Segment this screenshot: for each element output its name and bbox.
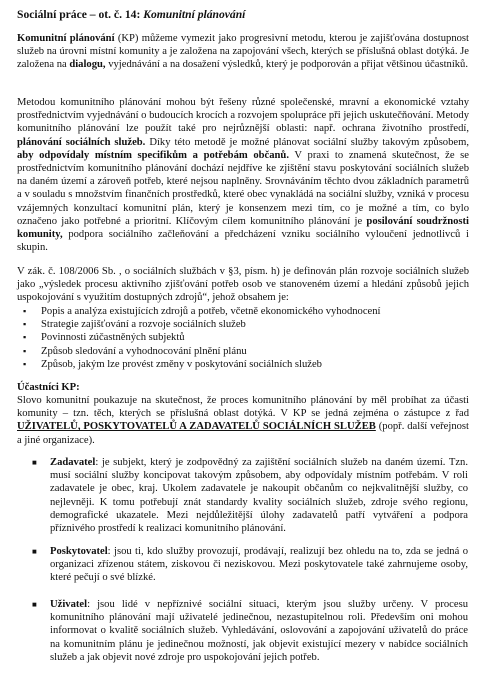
role-text: : jsou ti, kdo služby provozují, prodávají, realizují bez ohledu na to, zda se jedná o organizaci zřízenou státem, ziskovou či neziskovou. Mezi poskytovatele také zahrnujeme osoby, které pečují o své blízké. (50, 546, 468, 584)
term-soudrznost: posilování soudržnosti komunity, (17, 215, 469, 241)
title-prefix: Sociální práce – ot. č. 14: (17, 8, 141, 21)
roles-list (28, 545, 468, 585)
intro-paragraph (17, 32, 469, 72)
participants-paragraph (17, 394, 469, 447)
participants-text-end: (popř. další veřejnost a jiné organizace). (17, 421, 469, 446)
role-name: Zadavatel (50, 457, 96, 468)
method-text-1: Metodou komunitního plánování mohou být řešeny různé společenské, mravní a ekonomické vztahy prostřednictvím vyjednávání o budoucích krocích a rozvojem spolupráce při jejich uskutečňování. Metody komunitního plánování lze použít také pro nejrůznější oblasti: např. ochrana životního prostředí, (17, 97, 469, 135)
term-planovani-socialnich-sluzeb: plánování sociálních služeb. (17, 136, 146, 148)
participants-emphasis: UŽIVATELŮ, POSKYTOVATELŮ A ZADAVATELŮ SOCIÁLNÍCH SLUŽEB (17, 421, 376, 433)
title-topic: Komunitní plánování (143, 8, 246, 21)
intro-text: (KP) můžeme vymezit jako progresivní metodu, kterou je zajišťována dostupnost služeb na úrovni místní komunity a je založena na zapojování všech, kterých se příslušná oblast dotýká. Je založena na (17, 33, 469, 71)
role-name: Poskytovatel (50, 546, 108, 557)
roles-list (28, 598, 468, 664)
role-text: : je subjekt, který je zodpovědný za zajištění sociálních služeb na daném území. Tzn. musí sociální služby koncipovat takovým způsobem, aby odpovídaly místním potřebám. V roli zadavatele je obec, kraj. Ukolem zadavatele je nakoupit občanům co nejkvalitnější služby, co nejlevněji. K tomu potřebují znát standardy kvality sociálních služeb, zdroje svého regionu, demografické ukazatele. Mezi nejdůležitější úlohy zadavatelů patří vytváření a podpora příznivého prostředí k realizaci komunitního plánování. (50, 457, 468, 535)
role-name: Uživatel (50, 599, 88, 610)
participants-text: Slovo komunitní poukazuje na skutečnost, že proces komunitního plánování by měl probíhat za účasti komunity – tzn. těch, kterých se příslušná oblast dotýká. V KP se jedná zejména o zástupce z řad (17, 395, 469, 420)
intro-text-end: vyjednávání a na dosažení výsledků, který je podporován a přijat většinou účastníků. (105, 59, 469, 71)
list-item: ▪ Způsob sledování a vyhodnocování plnění plánu (19, 345, 459, 358)
term-dialogu: dialogu, (69, 59, 106, 71)
term-mistni-specifika: aby odpovídaly místním specifikům a potřebám občanů. (17, 149, 289, 161)
plan-contents-list (19, 305, 459, 371)
role-item-zadavatel (28, 456, 468, 535)
roles-list (28, 456, 468, 535)
term-komunitni-planovani: Komunitní plánování (17, 33, 115, 44)
method-text-3: V praxi to znamená skutečnost, že se prostřednictvím komunitního plánování dochází nejdříve ke zjištění stavu poskytování sociálních služeb na daném území a zároveň potřeb, které nejsou naplněny. Srovnáváním těchto dvou základních parametrů a v souladu s množstvím finančních prostředků, které obec vynakládá na sociální služby, vzniká v procesu vzájemných konzultací komunitní plán, který je konsenzem mezi tím, co je možné a tím, co bylo označeno jako potřebné a prioritní. Klíčovým cílem komunitního plánování je (17, 149, 469, 227)
role-item-uzivatel (28, 598, 468, 664)
method-paragraph (17, 96, 469, 254)
role-item-poskytovatel (28, 545, 468, 585)
participants-heading: Účastníci KP: (17, 382, 80, 393)
page-title (17, 8, 245, 21)
role-text: : jsou lidé v nepříznivé sociální situaci, kterým jsou služby určeny. V procesu komunitního plánování mají uživatelé jedinečnou, nezastupitelnou roli. Především oni mohou informovat o kvalitě sociálních služeb. Vyhledávání, oslovování a zapojování uživatelů do práce na komunitním plánu je jedinečnou možností, jak objevit existující mezery v nabídce sociálních služeb a jak objevit nové zdroje pro uspokojování jejich potřeb. (50, 599, 468, 663)
list-item: ▪ Povinnosti zúčastněných subjektů (19, 331, 459, 344)
list-item: ▪ Strategie zajišťování a rozvoje sociálních služeb (19, 318, 459, 331)
method-text-2: Díky této metodě je možné plánovat sociální služby takovým způsobem, (145, 136, 469, 148)
law-text: V zák. č. 108/2006 Sb. , o sociálních službách v §3, písm. h) je definován plán rozvoje sociálních služeb jako „výsledek procesu aktivního zjišťování potřeb osob ve stanoveném území a hledání způsobů jejich uspokojování s využitím dostupných zdrojů“, jehož obsahem je: (17, 266, 469, 304)
list-item: ▪ Popis a analýza existujících zdrojů a potřeb, včetně ekonomického vyhodnocení (19, 305, 459, 318)
method-text-4: podpora sociálního začleňování a předcházení vzniku sociálního vyloučení jednotlivců i skupin. (17, 229, 469, 254)
law-paragraph (17, 265, 469, 305)
list-item: ▪ Způsob, jakým lze provést změny v poskytování sociálních služeb (19, 358, 459, 371)
